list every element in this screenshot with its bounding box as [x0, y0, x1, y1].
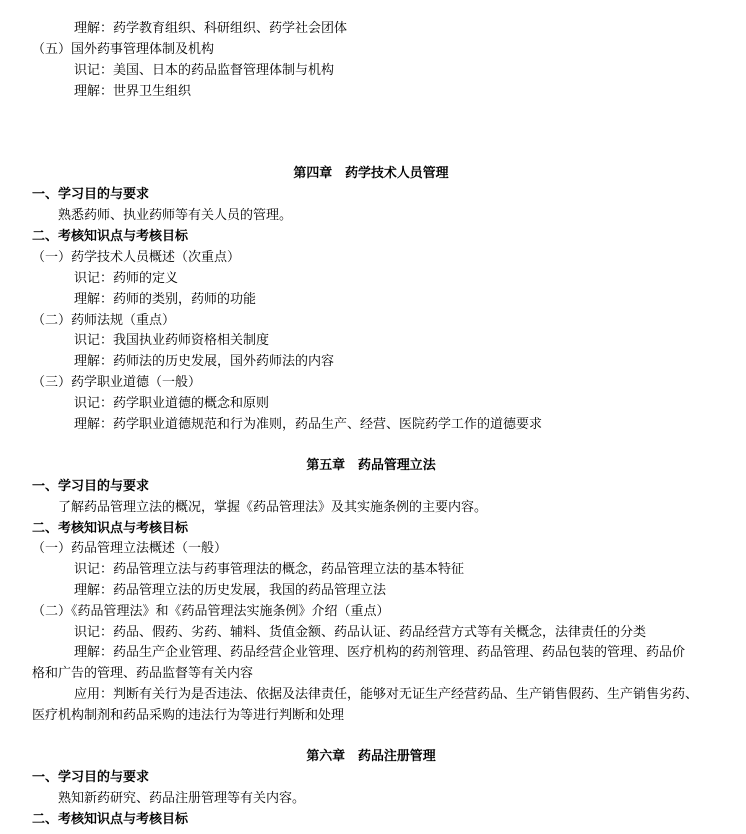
text-line: 熟悉药师、执业药师等有关人员的管理。 [58, 208, 293, 223]
text-line: 应用：判断有关行为是否违法、依据及法律责任，能够对无证生产经营药品、生产销售假药、生产销售劣药、 [74, 687, 699, 702]
text-line: 识记：我国执业药师资格相关制度 [74, 333, 270, 348]
text-line: 识记：药品、假药、劣药、辅料、货值金额、药品认证、药品经营方式等有关概念，法律责任的分类 [74, 625, 647, 640]
chapter-title: 第五章 药品管理立法 [306, 458, 436, 473]
chapter-title: 第四章 药学技术人员管理 [293, 166, 449, 181]
section-heading: （二）《药品管理法》和《药品管理法实施条例》介绍（重点） [32, 604, 390, 619]
section-heading: （三）药学职业道德（一般） [32, 375, 202, 390]
text-line: 理解：药学职业道德规范和行为准则，药品生产、经营、医院药学工作的道德要求 [74, 417, 543, 432]
text-line: 理解：世界卫生组织 [74, 84, 192, 99]
text-line: 了解药品管理立法的概况，掌握《药品管理法》及其实施条例的主要内容。 [58, 500, 488, 515]
text-line: 理解：药品管理立法的历史发展，我国的药品管理立法 [74, 583, 387, 598]
text-line: 理解：药学教育组织、科研组织、药学社会团体 [74, 21, 348, 36]
text-line: 识记：美国、日本的药品监督管理体制与机构 [74, 63, 335, 78]
section-heading: （一）药品管理立法概述（一般） [32, 541, 228, 556]
text-line: 识记：药师的定义 [74, 271, 179, 286]
subsection-heading: 一、学习目的与要求 [32, 770, 150, 785]
text-line: 医疗机构制剂和药品采购的违法行为等进行判断和处理 [32, 708, 345, 723]
subsection-heading: 一、学习目的与要求 [32, 187, 150, 202]
chapter-title: 第六章 药品注册管理 [306, 749, 436, 764]
text-line: 识记：药品管理立法与药事管理法的概念，药品管理立法的基本特征 [74, 562, 465, 577]
subsection-heading: 一、学习目的与要求 [32, 479, 150, 494]
text-line: 理解：药品生产企业管理、药品经营企业管理、医疗机构的药剂管理、药品管理、药品包装的管理、药品价 [74, 645, 686, 660]
text-line: 熟知新药研究、药品注册管理等有关内容。 [58, 791, 306, 806]
text-line: 理解：药师法的历史发展，国外药师法的内容 [74, 354, 335, 369]
text-line: 理解：药师的类别，药师的功能 [74, 292, 257, 307]
text-line: 格和广告的管理、药品监督等有关内容 [32, 666, 254, 681]
section-heading: （二）药师法规（重点） [32, 313, 176, 328]
section-heading: （一）药学技术人员概述（次重点） [32, 250, 241, 265]
subsection-heading: 二、考核知识点与考核目标 [32, 229, 189, 244]
section-heading: （五）国外药事管理体制及机构 [32, 42, 215, 57]
text-line: 识记：药学职业道德的概念和原则 [74, 396, 270, 411]
subsection-heading: 二、考核知识点与考核目标 [32, 812, 189, 827]
subsection-heading: 二、考核知识点与考核目标 [32, 521, 189, 536]
